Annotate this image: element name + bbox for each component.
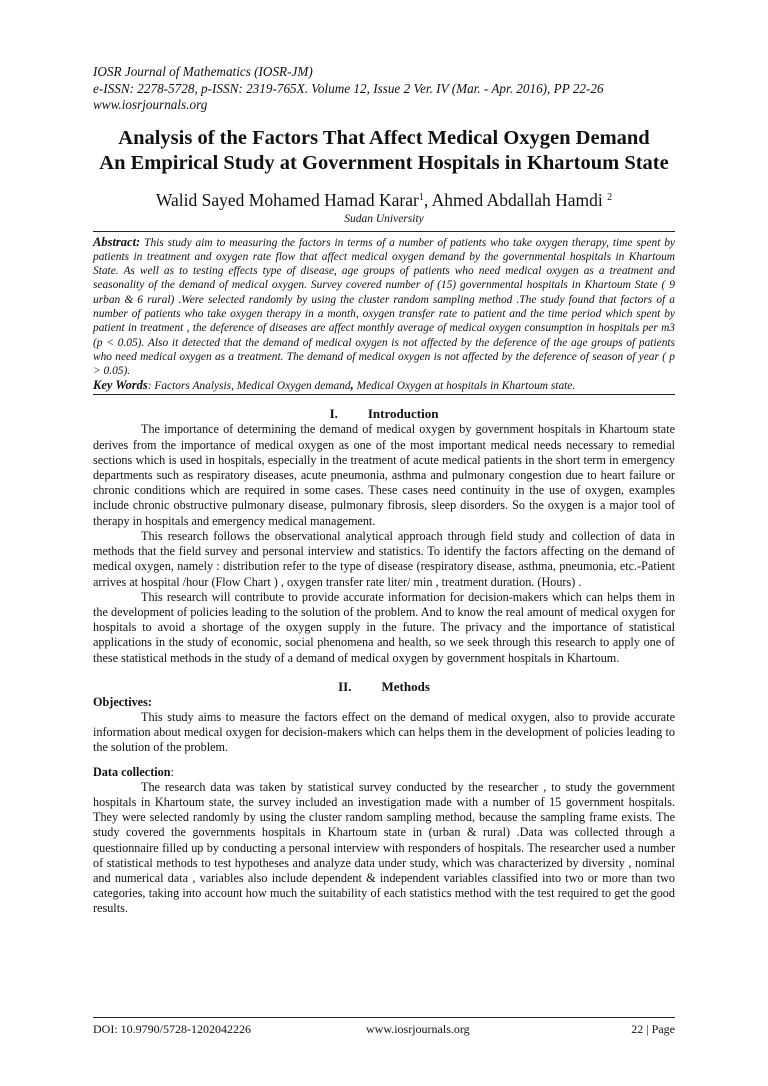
- abstract-label: Abstract:: [93, 234, 141, 249]
- author-1: Walid Sayed Mohamed Hamad Karar: [155, 189, 419, 210]
- keywords-part-2: Medical Oxygen at hospitals in Khartoum state.: [353, 380, 576, 393]
- journal-issn: e-ISSN: 2278-5728, p-ISSN: 2319-765X. Volume 12, Issue 2 Ver. IV (Mar. - Apr. 2016), PP 22-26: [93, 80, 604, 96]
- section-title: Methods: [381, 678, 430, 694]
- affiliation: Sudan University: [344, 212, 424, 225]
- data-collection-heading: [93, 765, 675, 780]
- paragraph: The importance of determining the demand of medical oxygen by government hospitals in Khartoum state derives from the importance of medical oxygen as one of the most important medical needs necessary to remedial sections which is used in hospitals, especially in the treatment of acute medical patients in the short term in emergency departments such as respiratory diseases, acute pneumonia, asthma and pulmonary congestion due to heart failure or chronic conditions which are required in some cases. These cases need continuity in the use of oxygen, examples include chronic obstructive pulmonary disease, pulmonary fibrosis, sleep disorders. So the oxygen is a major tool of therapy in hospitals and emergency medical management.: [93, 422, 675, 528]
- data-collection-colon: :: [170, 764, 174, 779]
- data-collection-body: [93, 780, 675, 917]
- section-heading-methods: [93, 679, 675, 695]
- author-2-affil-mark: 2: [607, 191, 613, 203]
- journal-header: [93, 64, 675, 114]
- paragraph: This research follows the observational analytical approach through field study and collection of data in methods that the field survey and personal interview and statistics. To identify the factors affecting on the demand of medical oxygen, namely : distribution refer to the type of disease (respiratory disease, asthma, pneumonia, etc.-Patient arrives at hospital /hour (Flow Chart ) , oxygen transfer rate liter/ min , treatment duration. (Hours) .: [93, 528, 675, 589]
- journal-url: www.iosrjournals.org: [93, 97, 208, 112]
- title-line-1: Analysis of the Factors That Affect Medical Oxygen Demand: [118, 126, 650, 149]
- paper-page: [93, 64, 675, 917]
- abstract: [93, 235, 675, 379]
- author-list: [93, 188, 675, 210]
- page-footer: [93, 1017, 675, 1036]
- author-2: Ahmed Abdallah Hamdi: [431, 189, 608, 210]
- paragraph: This study aims to measure the factors effect on the demand of medical oxygen, also to provide accurate information about medical oxygen for decision-makers which can helps them in the development of policies leading to the solution of the problem.: [93, 709, 675, 755]
- objectives-heading: Objectives:: [93, 694, 152, 709]
- keywords-label: Key Words: [93, 378, 148, 393]
- objectives-body: [93, 710, 675, 756]
- footer-doi: DOI: 10.9790/5728-1202042226: [93, 1022, 251, 1036]
- keywords-part-1: : Factors Analysis, Medical Oxygen demand: [147, 380, 351, 393]
- paragraph: This research will contribute to provide accurate information for decision-makers which can helps them in the development of policies leading to the solution of the problem. And to know the real amount of medical oxygen for hospitals to avoid a shortage of the oxygen supply in the future. The privacy and the importance of statistical applications in the study of economic, social phenomena and health, so we seek through this research to apply one of these statistical methods in the study of a demand of medical oxygen by government hospitals in Khartoum.: [93, 589, 675, 665]
- author-1-affil-mark: 1: [418, 191, 424, 203]
- data-collection-label: Data collection: [93, 764, 171, 779]
- abstract-text: This study aim to measuring the factors in terms of a number of patients who take oxygen therapy, time spent by patients in treatment and oxygen rate flow that affect medical oxygen demand by the governmental hospitals in Khartoum State. As well as to testing effects type of disease, age groups of patients who need medical oxygen as a treatment and seasonality of the demand of medical oxygen. Survey covered number of (15) governmental hospitals in Khartoum State ( 9 urban & 6 rural) .Were selected randomly by using the cluster random sampling method .The study found that factors of a number of patients who take oxygen therapy in a month, oxygen transfer rate to patient and the time period which spent by patient in treatment , the deference of diseases are affect monthly average of medical oxygen consumption in hospitals per m3 (p < 0.05). Also it detected that the demand of medical oxygen is not affected by the deference of the age groups of patients who need medical oxygen as a treatment. The demand of medical oxygen is not affected by the deference of season of year ( p > 0.05).: [93, 236, 675, 378]
- section-number: I.: [329, 406, 338, 422]
- author-separator: ,: [423, 189, 432, 210]
- abstract-top-rule: [93, 231, 675, 232]
- section-heading-introduction: [93, 406, 675, 422]
- keywords-comma: ,: [350, 378, 354, 393]
- journal-name: IOSR Journal of Mathematics (IOSR-JM): [93, 64, 313, 79]
- abstract-bottom-rule: [93, 394, 675, 395]
- footer-site: www.iosrjournals.org: [366, 1022, 470, 1036]
- keywords: [93, 378, 675, 393]
- title-line-2: An Empirical Study at Government Hospitals in Khartoum State: [99, 151, 669, 174]
- paper-title: [93, 126, 675, 176]
- introduction-body: [93, 422, 675, 665]
- footer-page-number: 22 | Page: [631, 1022, 675, 1036]
- section-title: Introduction: [367, 406, 439, 422]
- paragraph: The research data was taken by statistical survey conducted by the researcher , to study the government hospitals in Khartoum state, the survey included an investigation made with a number of 15 government hospitals. They were selected randomly by using the cluster random sampling method, because the sampling frame exists. The study covered the governments hospitals in Khartoum state in (urban & rural) .Data was collected through a questionnaire filled up by conducting a personal interview with responders of hospitals. The researcher used a number of statistical methods to test hypotheses and analyze data under study, which was characterized by diversity , nominal and numerical data , variables also include dependent & independent variables classified into two or more than two categories, taking into account how much the suitability of each statistics method with the test required to get the good results.: [93, 779, 675, 916]
- section-number: II.: [338, 678, 352, 694]
